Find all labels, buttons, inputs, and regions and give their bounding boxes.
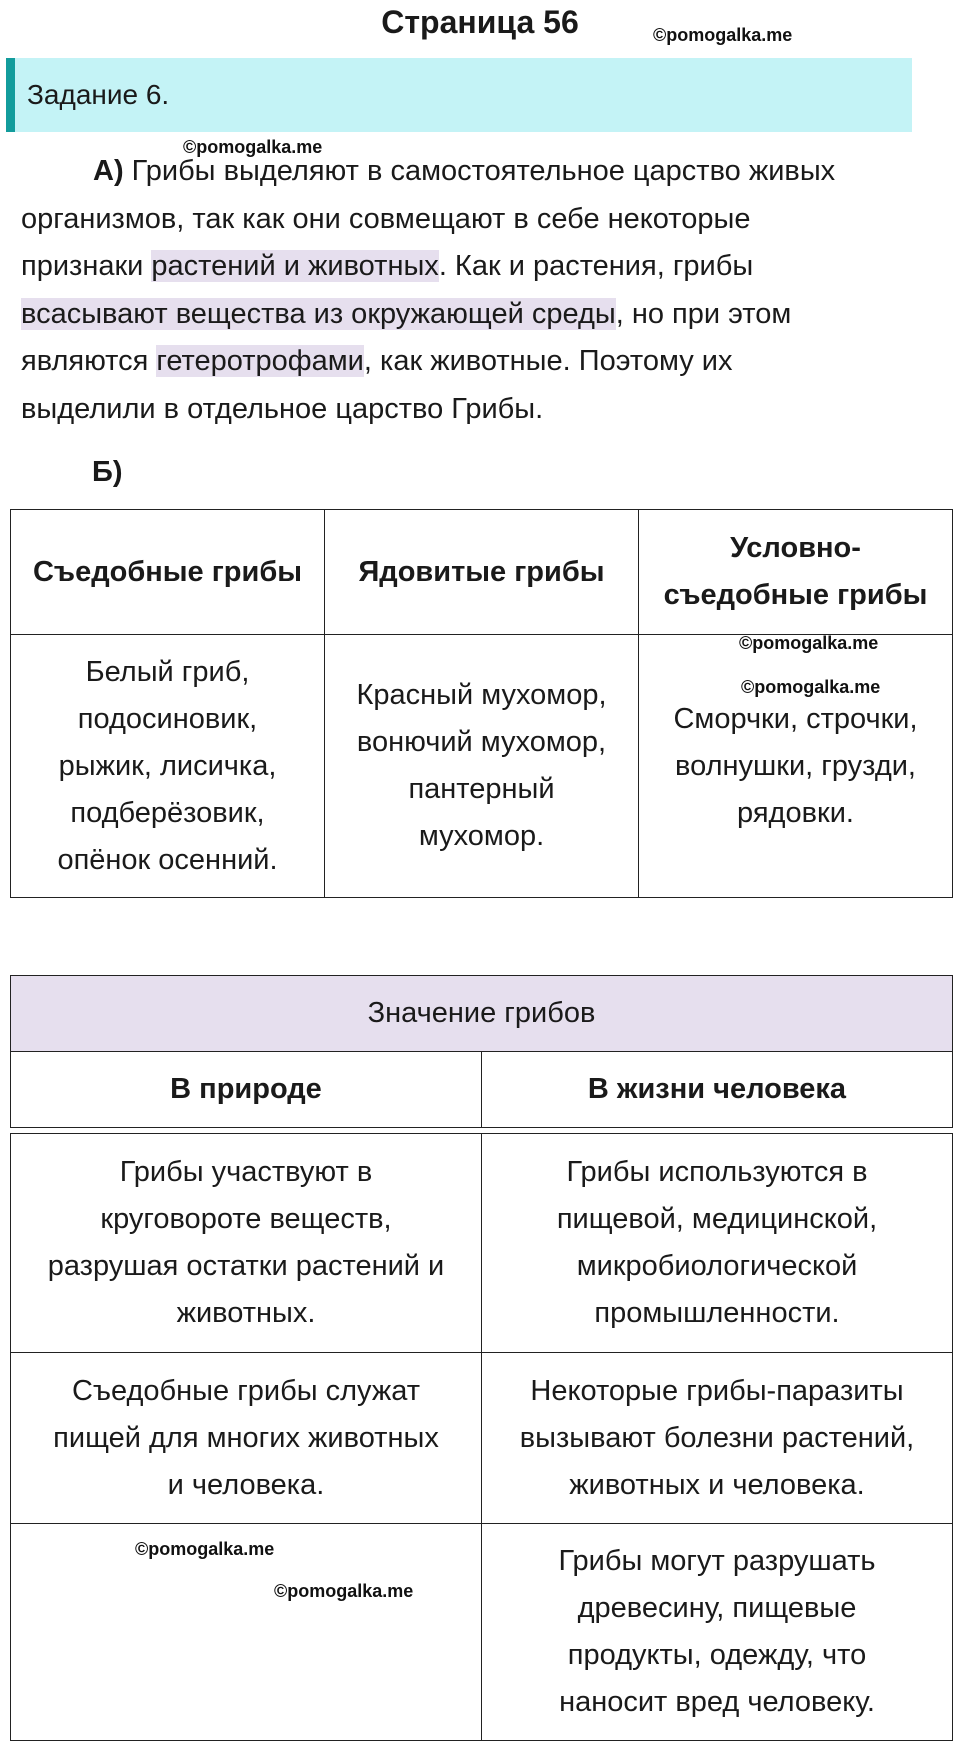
text: пантерный [408, 773, 555, 805]
text: древесину, пищевые [577, 1592, 857, 1624]
header-conditional [639, 510, 953, 635]
part-b-label: Б) [92, 456, 123, 488]
poisonous-cell [325, 635, 639, 898]
text: Красный мухомор, [356, 679, 607, 711]
text: круговороте веществ, [100, 1203, 392, 1235]
text: Грибы используются в [566, 1156, 868, 1188]
text: животных и человека. [569, 1468, 865, 1501]
text: опёнок осенний. [57, 843, 278, 876]
text: . Как и растения, грибы [438, 250, 754, 283]
watermark: ©pomogalka.me [274, 1581, 414, 1601]
text: разрушая остатки растений и [47, 1250, 445, 1282]
text: , но при этом [615, 297, 792, 330]
paragraph-line [21, 291, 921, 339]
page-title: Страница 56 [381, 4, 579, 40]
text: пищей для многих животных [53, 1421, 439, 1454]
text: Грибы участвуют в [119, 1156, 373, 1188]
paragraph-line [21, 148, 921, 196]
part-a-label: А) [93, 155, 124, 187]
human-cell [482, 1134, 953, 1353]
table-row [11, 1353, 953, 1524]
task-header [6, 58, 912, 132]
text: Условно- [730, 532, 861, 564]
text: Съедобные грибы служат [71, 1374, 421, 1407]
text: Белый гриб, [85, 655, 250, 688]
text: рыжик, лисичка, [58, 749, 277, 782]
text: микробиологической [576, 1250, 858, 1282]
header-nature: В природе [11, 1052, 482, 1128]
header-human: В жизни человека [482, 1052, 953, 1128]
conditional-cell [639, 635, 953, 898]
highlight: гетеротрофами [156, 345, 364, 378]
text: признаки [21, 250, 152, 283]
text: мухомор. [418, 820, 545, 852]
watermark: ©pomogalka.me [135, 1539, 275, 1559]
table-row [11, 1134, 953, 1353]
text: съедобные грибы [663, 579, 928, 611]
text: являются [21, 345, 157, 378]
meaning-table-header [10, 975, 953, 1128]
text: Грибы выделяют в самостоятельное царство живых [123, 155, 836, 187]
mushrooms-table [10, 509, 953, 898]
text: животных. [176, 1297, 316, 1329]
caption-row [11, 976, 953, 1052]
paragraph-line [21, 338, 921, 386]
task-label: Задание 6. [27, 79, 170, 110]
watermark: ©pomogalka.me [653, 25, 793, 45]
watermark: ©pomogalka.me [739, 633, 879, 653]
part-a-paragraph [21, 148, 921, 434]
text: и человека. [167, 1468, 325, 1501]
text: наносит вред человеку. [559, 1686, 875, 1718]
nature-cell [11, 1353, 482, 1524]
meaning-caption: Значение грибов [11, 976, 953, 1052]
table-header-row [11, 1052, 953, 1128]
text: промышленности. [594, 1297, 840, 1329]
watermark: ©pomogalka.me [741, 677, 881, 697]
highlight: всасывают вещества из окружающей среды [21, 297, 616, 330]
human-cell [482, 1524, 953, 1741]
nature-cell [11, 1134, 482, 1353]
header-edible: Съедобные грибы [11, 510, 325, 635]
text: волнушки, грузди, [675, 749, 916, 782]
paragraph-line: организмов, так как они совмещают в себе некоторые [21, 202, 751, 235]
header-poisonous: Ядовитые грибы [325, 510, 639, 635]
text: рядовки. [737, 796, 854, 829]
paragraph-line [21, 243, 921, 291]
human-cell [482, 1353, 953, 1524]
text: продукты, одежду, что [567, 1639, 867, 1671]
text: , как животные. Поэтому их [363, 345, 733, 378]
text: подберёзовик, [70, 796, 265, 829]
text: Грибы могут разрушать [558, 1545, 876, 1577]
text: Сморчки, строчки, [673, 702, 918, 735]
table-header-row [11, 510, 953, 635]
text: вонючий мухомор, [356, 726, 607, 758]
watermark: ©pomogalka.me [183, 137, 323, 157]
text: Некоторые грибы-паразиты [530, 1374, 904, 1407]
paragraph-line: выделили в отдельное царство Грибы. [21, 392, 544, 425]
text: подосиновик, [77, 702, 258, 735]
text: пищевой, медицинской, [556, 1203, 878, 1235]
table-row [11, 635, 953, 898]
meaning-table [10, 1133, 953, 1741]
highlight: растений и животных [151, 250, 439, 283]
edible-cell [11, 635, 325, 898]
text: вызывают болезни растений, [519, 1421, 915, 1454]
